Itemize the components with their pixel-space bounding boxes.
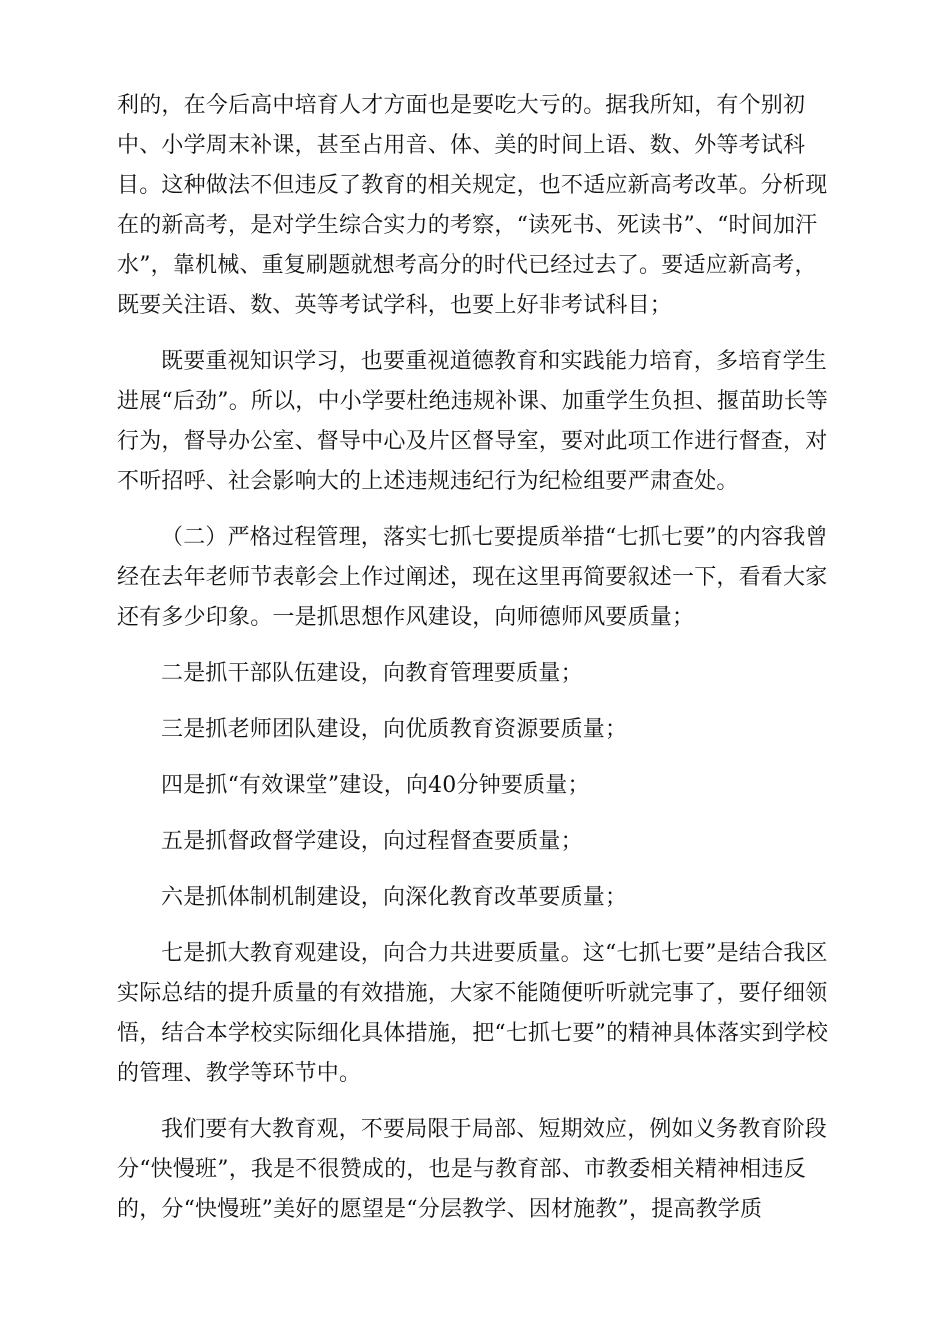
paragraph-9: 七是抓大教育观建设，向合力共进要质量。这“七抓七要”是结合我区实际总结的提升质量的有效措施，大家不能随便听听就完事了，要仔细领悟，结合本学校实际细化具体措施，把“七抓七要”的精神具体落实到学校的管理、教学等环节中。: [117, 941, 829, 1086]
paragraph-2: 既要重视知识学习，也要重视道德教育和实践能力培育，多培育学生进展“后劲”。所以，中小学要杜绝违规补课、加重学生负担、揠苗助长等行为，督导办公室、督导中心及片区督导室，要对此项工作进行督查，对不听招呼、社会影响大的上述违规违纪行为纪检组要严肃查处。: [117, 349, 829, 494]
paragraph-8: 六是抓体制机制建设，向深化教育改革要质量；: [161, 885, 628, 910]
paragraph-4: 二是抓干部队伍建设，向教育管理要质量；: [161, 661, 583, 686]
paragraph-7: 五是抓督政督学建设，向过程督查要质量；: [161, 829, 583, 854]
paragraph-5: 三是抓老师团队建设，向优质教育资源要质量；: [161, 717, 628, 742]
paragraph-6: 四是抓“有效课堂”建设，向40分钟要质量；: [161, 773, 590, 798]
paragraph-1: 利的，在今后高中培育人才方面也是要吃大亏的。据我所知，有个别初中、小学周末补课，甚至占用音、体、美的时间上语、数、外等考试科目。这种做法不但违反了教育的相关规定，也不适应新高考改革。分析现在的新高考，是对学生综合实力的考察，“读死书、死读书”、“时间加汗水”，靠机械、重复刷题就想考高分的时代已经过去了。要适应新高考，既要关注语、数、英等考试学科，也要上好非考试科目；: [117, 93, 828, 318]
paragraph-3: （二）严格过程管理，落实七抓七要提质举措“七抓七要”的内容我曾经在去年老师节表彰会上作过阐述，现在这里再简要叙述一下，看看大家还有多少印象。一是抓思想作风建设，向师德师风要质量；: [117, 525, 828, 630]
document-body: [117, 86, 831, 1246]
paragraph-10: 我们要有大教育观，不要局限于局部、短期效应，例如义务教育阶段分“快慢班”，我是不很赞成的，也是与教育部、市教委相关精神相违反的，分“快慢班”美好的愿望是“分层教学、因材施教”，提高教学质: [117, 1117, 828, 1222]
